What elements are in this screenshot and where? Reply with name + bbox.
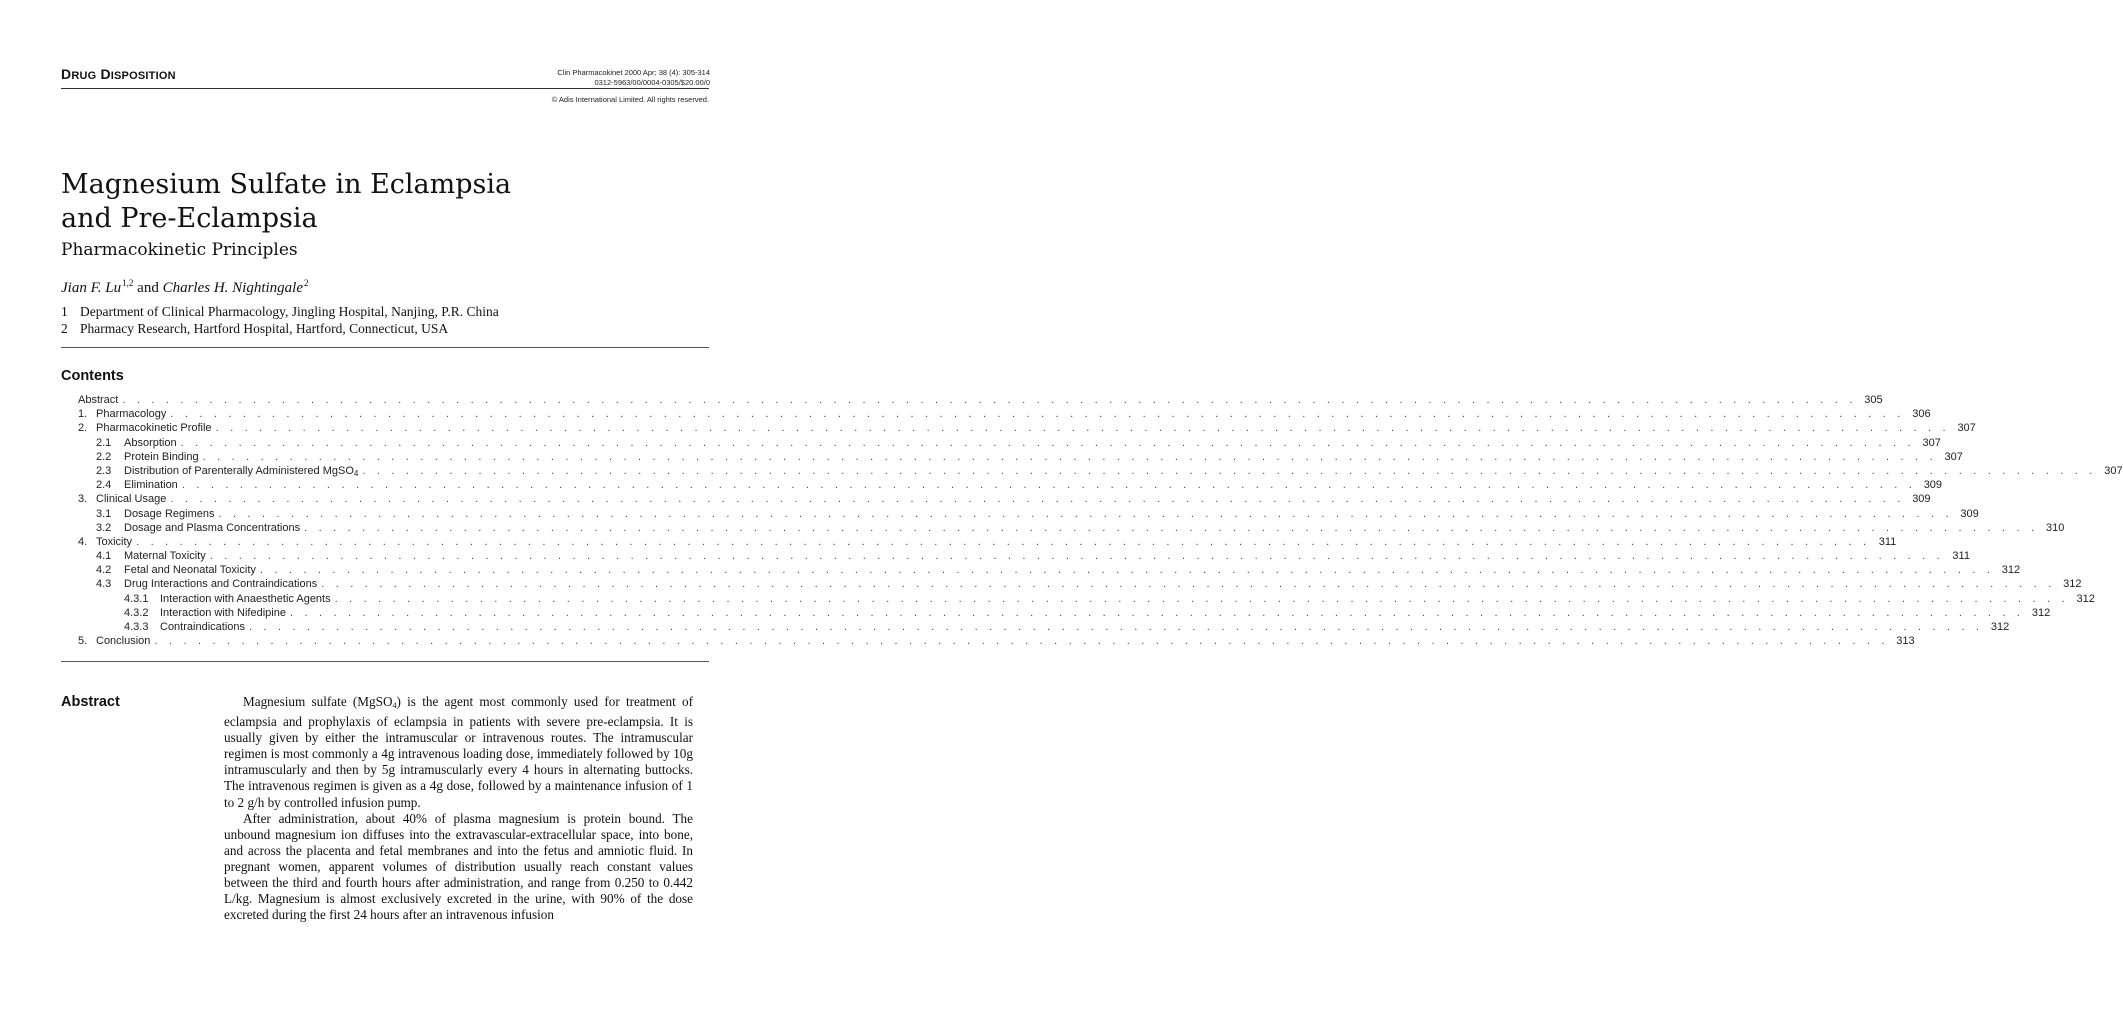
toc-leader-dots: . . . . . . . . . . . . . . . . . . . . . . . . . . . . . . . . . . . . . . . . . . . . . . . . . . . . . . . . . . . . . . . . . . . . . . . . . . . . . . . . . . . . . . . . . . . . . . . . . . . . . . . . . . . . . . . . . . . . . . . . [218,507,1953,520]
toc-leader-dots: . . . . . . . . . . . . . . . . . . . . . . . . . . . . . . . . . . . . . . . . . . . . . . . . . . . . . . . . . . . . . . . . . . . . . . . . . . . . . . . . . . . . . . . . . . . . . . . . . . . . . . . . . . . . . . . . . . . . . . . . [180,436,1915,449]
abstract-paragraph-1 [224,694,693,811]
toc-entry-label-text: Drug Interactions and Contraindications [124,578,318,591]
toc-entry-number: 3. [78,493,88,506]
toc-entry-label-text: Contraindications [160,621,245,633]
toc-entry-label [96,492,166,506]
affiliation-number: 2 [61,321,68,336]
author-line [61,278,309,297]
abstract-heading: Abstract [61,694,120,710]
toc-entry-label [124,577,317,591]
toc-entry-label [96,407,166,421]
toc-entry[interactable] [78,634,1915,648]
toc-entry-number: 4.3.1 [124,592,149,605]
toc-entry-label-subscript: 4 [353,468,359,478]
toc-entry-label-text: Clinical Usage [96,493,167,506]
toc-entry-page: 312 [2076,592,2095,605]
toc-entry-label-text: Protein Binding [124,450,199,463]
section-label-initial-1: D [61,66,72,82]
toc-entry-number: 3.1 [96,507,112,520]
toc-entry-label-text: Pharmacology [96,408,167,421]
toc-entry-label-text: Toxicity [96,535,133,548]
toc-entry-page: 307 [2104,464,2123,477]
toc-entry[interactable] [78,393,1883,407]
toc-leader-dots: . . . . . . . . . . . . . . . . . . . . . . . . . . . . . . . . . . . . . . . . . . . . . . . . . . . . . . . . . . . . . . . . . . . . . . . . . . . . . . . . . . . . . . . . . . . . . . . . . . . . . . . . . . . . . . . . . . . . . . . . [209,550,1944,563]
toc-leader-dots: . . . . . . . . . . . . . . . . . . . . . . . . . . . . . . . . . . . . . . . . . . . . . . . . . . . . . . . . . . . . . . . . . . . . . . . . . . . . . . . . . . . . . . . . . . . . . . . . . . . . . . . . . . . . . . . . . . . . . . . . [259,564,1995,577]
toc-entry-page: 311 [1878,535,1897,548]
toc-entry-label-text: Conclusion [96,635,151,648]
toc-entry-label-text: Elimination [124,479,178,492]
toc-entry-page: 312 [2031,606,2051,619]
toc-entry-label [96,421,212,435]
toc-leader-dots: . . . . . . . . . . . . . . . . . . . . . . . . . . . . . . . . . . . . . . . . . . . . . . . . . . . . . . . . . . . . . . . . . . . . . . . . . . . . . . . . . . . . . . . . . . . . . . . . . . . . . . . . . . . . . . . . . . . . . . . . [170,408,1905,421]
toc-entry-label [160,592,331,606]
toc-entry[interactable] [78,436,1941,450]
toc-leader-dots: . . . . . . . . . . . . . . . . . . . . . . . . . . . . . . . . . . . . . . . . . . . . . . . . . . . . . . . . . . . . . . . . . . . . . . . . . . . . . . . . . . . . . . . . . . . . . . . . . . . . . . . . . . . . . . . . . . . . . . . . [122,394,1857,406]
title-line-2: and Pre-Eclampsia [61,203,318,234]
toc-entry[interactable] [78,478,1943,492]
citation-line-1: Clin Pharmacokinet 2000 Apr; 38 (4): 305-314 [557,68,710,77]
toc-entry-label [124,507,215,521]
toc-entry-label [96,535,132,549]
toc-leader-dots: . . . . . . . . . . . . . . . . . . . . . . . . . . . . . . . . . . . . . . . . . . . . . . . . . . . . . . . . . . . . . . . . . . . . . . . . . . . . . . . . . . . . . . . . . . . . . . . . . . . . . . . . . . . . . . . . . . . . . . . . [289,606,2025,619]
toc-entry-page: 309 [1923,479,1943,492]
toc-entry-label-text: Interaction with Nifedipine [160,606,286,619]
toc-entry-label-text: Fetal and Neonatal Toxicity [124,564,256,577]
affiliation-2 [61,321,448,337]
article-title [61,168,701,236]
toc-entry[interactable] [78,507,1979,521]
toc-entry-number: 3.2 [96,521,112,534]
toc-entry-label [124,450,199,464]
section-label-initial-2: D [100,66,111,82]
toc-entry[interactable] [78,592,2095,606]
toc-entry-page: 312 [2001,564,2021,577]
affiliation-text: Department of Clinical Pharmacology, Jingling Hospital, Nanjing, P.R. China [80,304,499,319]
toc-entry-label-text: Interaction with Anaesthetic Agents [160,592,331,605]
header-divider [61,88,709,89]
toc-entry[interactable] [78,535,1897,549]
toc-entry-number: 2.2 [96,450,112,463]
contents-divider [61,661,709,662]
toc-entry-page: 313 [1896,635,1915,648]
toc-entry-page: 305 [1864,394,1883,406]
toc-entry-label-text: Absorption [124,436,177,449]
toc-entry-label-text: Distribution of Parenterally Administered MgSO [124,464,354,477]
toc-entry[interactable] [78,464,2123,478]
toc-entry-label [124,436,177,450]
toc-entry-page: 306 [1912,408,1931,421]
toc-entry-number: 4.3.2 [124,606,149,619]
toc-entry-label [124,549,206,563]
toc-leader-dots: . . . . . . . . . . . . . . . . . . . . . . . . . . . . . . . . . . . . . . . . . . . . . . . . . . . . . . . . . . . . . . . . . . . . . . . . . . . . . . . . . . . . . . . . . . . . . . . . . . . . . . . . . . . . . . . . . . . . . . . . [154,635,1889,648]
toc-entry-number: 2.4 [96,479,112,492]
toc-entry[interactable] [78,492,1931,506]
article-subtitle: Pharmacokinetic Principles [61,240,298,260]
affiliation-text: Pharmacy Research, Hartford Hospital, Hartford, Connecticut, USA [80,321,449,336]
toc-leader-dots: . . . . . . . . . . . . . . . . . . . . . . . . . . . . . . . . . . . . . . . . . . . . . . . . . . . . . . . . . . . . . . . . . . . . . . . . . . . . . . . . . . . . . . . . . . . . . . . . . . . . . . . . . . . . . . . . . . . . . . . . [136,535,1871,548]
abstract-p1-start: Magnesium sulfate (MgSO [243,694,393,709]
toc-leader-dots: . . . . . . . . . . . . . . . . . . . . . . . . . . . . . . . . . . . . . . . . . . . . . . . . . . . . . . . . . . . . . . . . . . . . . . . . . . . . . . . . . . . . . . . . . . . . . . . . . . . . . . . . . . . . . . . . . . . . . . . . [249,621,1984,633]
toc-entry[interactable] [78,577,2082,591]
toc-entry-number: 2.3 [96,464,112,477]
toc-entry-label [78,393,118,407]
toc-entry-page: 307 [1957,422,1976,435]
toc-entry-number: 2.1 [96,436,112,449]
author-connector: and [137,280,159,296]
toc-leader-dots: . . . . . . . . . . . . . . . . . . . . . . . . . . . . . . . . . . . . . . . . . . . . . . . . . . . . . . . . . . . . . . . . . . . . . . . . . . . . . . . . . . . . . . . . . . . . . . . . . . . . . . . . . . . . . . . . . . . . . . . . [170,493,1905,506]
toc-leader-dots: . . . . . . . . . . . . . . . . . . . . . . . . . . . . . . . . . . . . . . . . . . . . . . . . . . . . . . . . . . . . . . . . . . . . . . . . . . . . . . . . . . . . . . . . . . . . . . . . . . . . . . . . . . . . . . . . . . . . . . . . [321,578,2056,591]
toc-entry-number: 2. [78,422,88,435]
toc-entry-label-text: Abstract [78,394,119,406]
toc-leader-dots: . . . . . . . . . . . . . . . . . . . . . . . . . . . . . . . . . . . . . . . . . . . . . . . . . . . . . . . . . . . . . . . . . . . . . . . . . . . . . . . . . . . . . . . . . . . . . . . . . . . . . . . . . . . . . . . . . . . . . . . . [362,464,2097,477]
toc-entry-label [124,521,300,535]
toc-leader-dots: . . . . . . . . . . . . . . . . . . . . . . . . . . . . . . . . . . . . . . . . . . . . . . . . . . . . . . . . . . . . . . . . . . . . . . . . . . . . . . . . . . . . . . . . . . . . . . . . . . . . . . . . . . . . . . . . . . . . . . . . [334,592,2069,605]
toc-entry[interactable] [78,563,2021,577]
toc-entry-number: 1. [78,408,88,421]
abstract-paragraph-2: After administration, about 40% of plasma magnesium is protein bound. The unbound magnesium ion diffuses into the extravascular-extracellular space, into bone, and across the placenta and fetal membranes and into the fetus and amniotic fluid. In pregnant women, apparent volumes of distribution usually reach constant values between the third and fourth hours after administration, and range from 0.250 to 0.442 L/kg. Magnesium is almost exclusively excreted in the urine, with 90% of the dose excreted during the first 24 hours after an intravenous infusion [224,810,693,923]
toc-entry-page: 307 [1922,436,1941,449]
toc-entry-page: 309 [1912,493,1931,506]
section-label-rest-2: ISPOSITION [110,70,176,82]
toc-entry-label-text: Maternal Toxicity [124,550,206,563]
section-label-rest-1: RUG [71,70,97,82]
toc-leader-dots: . . . . . . . . . . . . . . . . . . . . . . . . . . . . . . . . . . . . . . . . . . . . . . . . . . . . . . . . . . . . . . . . . . . . . . . . . . . . . . . . . . . . . . . . . . . . . . . . . . . . . . . . . . . . . . . . . . . . . . . . [202,450,1937,463]
toc-entry-label [160,606,286,620]
abstract-p1-rest: ) is the agent most commonly used for treatment of eclampsia and prophylaxis of eclampsia in patients with severe pre-eclampsia. It is usually given by either the intramuscular or intravenous routes. The intramuscular regimen is most commonly a 4g intravenous loading dose, immediately followed by 10g intramuscularly and then by 5g intramuscularly every 4 hours in alternating buttocks. The intravenous regimen is given as a 4g dose, followed by a maintenance infusion of 1 to 2 g/h by controlled infusion pump. [224,694,693,810]
toc-entry-page: 307 [1944,450,1963,463]
toc-entry-page: 312 [2063,578,2082,591]
toc-entry-number: 4.2 [96,564,112,577]
toc-entry-number: 4.3 [96,578,112,591]
affiliation-number: 1 [61,304,68,319]
abstract-body [224,694,693,923]
toc-entry[interactable] [78,606,2051,620]
toc-entry-page: 310 [2045,521,2065,534]
toc-entry-page: 309 [1960,507,1979,520]
copyright-notice: © Adis International Limited. All rights reserved. [551,95,709,104]
toc-leader-dots: . . . . . . . . . . . . . . . . . . . . . . . . . . . . . . . . . . . . . . . . . . . . . . . . . . . . . . . . . . . . . . . . . . . . . . . . . . . . . . . . . . . . . . . . . . . . . . . . . . . . . . . . . . . . . . . . . . . . . . . . [181,479,1917,492]
toc-entry-number: 4.1 [96,550,112,563]
toc-entry[interactable] [78,620,2010,634]
toc-entry-label [96,634,150,648]
citation-line-2: 0312-5963/00/0004-0305/$20.00/0 [594,78,710,87]
toc-leader-dots: . . . . . . . . . . . . . . . . . . . . . . . . . . . . . . . . . . . . . . . . . . . . . . . . . . . . . . . . . . . . . . . . . . . . . . . . . . . . . . . . . . . . . . . . . . . . . . . . . . . . . . . . . . . . . . . . . . . . . . . . [215,422,1950,435]
toc-entry-label [124,563,256,577]
toc-entry-label-text: Dosage Regimens [124,507,215,520]
author-2: Charles H. Nightingale [162,280,303,296]
toc-entry[interactable] [78,421,1976,435]
contents-heading: Contents [61,368,124,384]
toc-entry-label [160,620,245,634]
title-line-1: Magnesium Sulfate in Eclampsia [61,169,512,200]
section-label [61,66,176,82]
toc-entry[interactable] [78,407,1931,421]
table-of-contents [78,393,2123,648]
toc-entry[interactable] [78,521,2065,535]
author-2-affiliation: 2 [304,278,309,288]
toc-entry[interactable] [78,450,1963,464]
journal-citation [557,68,710,88]
toc-entry-label [124,478,178,492]
toc-leader-dots: . . . . . . . . . . . . . . . . . . . . . . . . . . . . . . . . . . . . . . . . . . . . . . . . . . . . . . . . . . . . . . . . . . . . . . . . . . . . . . . . . . . . . . . . . . . . . . . . . . . . . . . . . . . . . . . . . . . . . . . . [304,521,2039,534]
toc-entry-number: 5. [78,635,88,648]
toc-entry-label-text: Pharmacokinetic Profile [96,422,212,435]
toc-entry-number: 4. [78,535,88,548]
toc-entry[interactable] [78,549,1970,563]
affiliation-1 [61,304,499,320]
toc-entry-label-text: Dosage and Plasma Concentrations [124,521,301,534]
toc-entry-page: 312 [1990,621,2010,633]
author-1: Jian F. Lu [61,280,122,296]
toc-entry-number: 4.3.3 [124,621,149,633]
author-1-affiliation: 1,2 [122,278,134,288]
abstract-p1-subscript: 4 [392,701,397,710]
toc-entry-page: 311 [1952,550,1970,563]
title-divider [61,347,709,348]
